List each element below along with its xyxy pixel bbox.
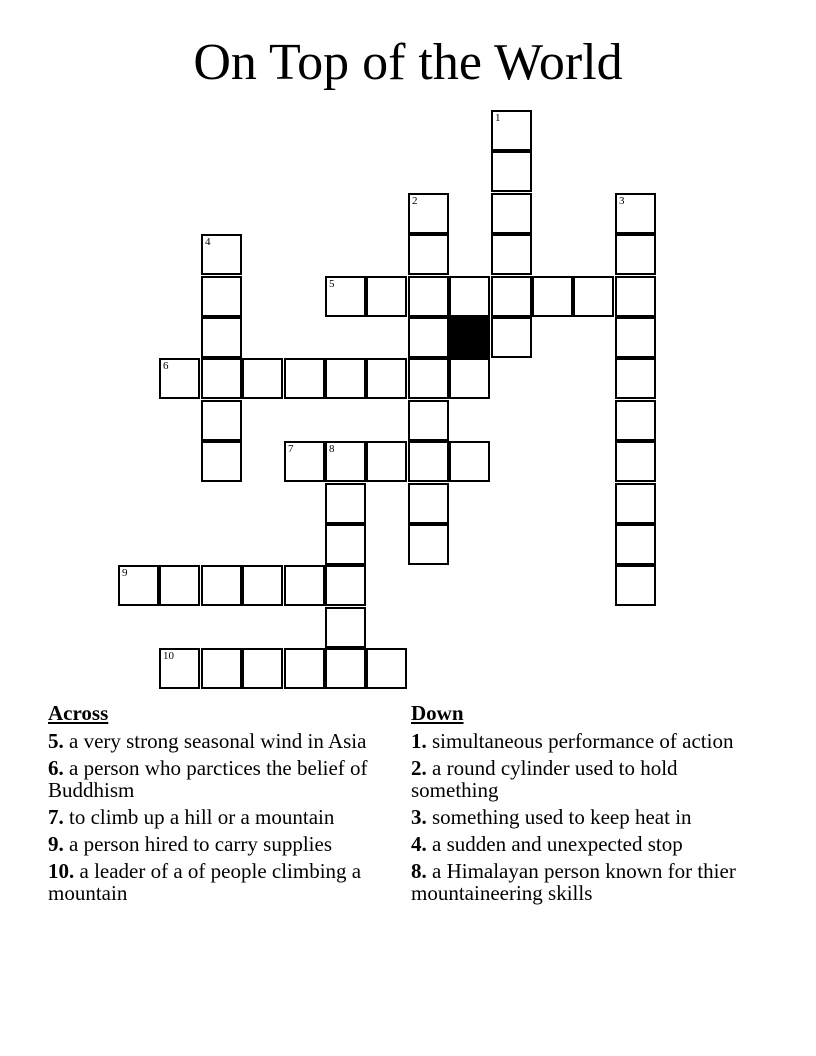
cell-number: 7 [288, 443, 294, 455]
grid-cell[interactable] [325, 648, 366, 689]
clue-text: a sudden and unexpected stop [432, 832, 683, 856]
clue-text: to climb up a hill or a mountain [69, 805, 335, 829]
grid-cell[interactable] [408, 276, 449, 317]
down-clue-1 [411, 730, 751, 752]
grid-cell[interactable] [449, 358, 490, 399]
grid-cell[interactable] [118, 565, 159, 606]
grid-cell[interactable] [491, 110, 532, 151]
grid-cell[interactable] [159, 358, 200, 399]
grid-cell[interactable] [201, 648, 242, 689]
grid-cell[interactable] [201, 234, 242, 275]
grid-cell[interactable] [532, 276, 573, 317]
grid-cell[interactable] [449, 276, 490, 317]
grid-cell[interactable] [284, 565, 325, 606]
across-clue-6 [48, 757, 388, 801]
grid-cell[interactable] [284, 441, 325, 482]
grid-cell[interactable] [615, 234, 656, 275]
clue-number: 3. [411, 805, 427, 829]
page-title: On Top of the World [193, 34, 623, 91]
grid-cell[interactable] [408, 358, 449, 399]
clue-text: a person who parctices the belief of Buddhism [48, 756, 368, 802]
across-clue-7 [48, 806, 388, 828]
clue-number: 10. [48, 859, 75, 883]
grid-cell[interactable] [325, 441, 366, 482]
grid-cell[interactable] [201, 317, 242, 358]
grid-cell[interactable] [325, 524, 366, 565]
grid-cell[interactable] [242, 648, 283, 689]
cell-number: 9 [122, 567, 128, 579]
grid-cell[interactable] [615, 483, 656, 524]
clue-number: 4. [411, 832, 427, 856]
clue-number: 9. [48, 832, 64, 856]
grid-cell[interactable] [408, 317, 449, 358]
clue-number: 8. [411, 859, 427, 883]
grid-cell[interactable] [408, 441, 449, 482]
grid-cell[interactable] [325, 607, 366, 648]
grid-cell[interactable] [325, 565, 366, 606]
down-clues [411, 702, 751, 909]
cell-number: 10 [163, 650, 174, 662]
down-heading: Down [411, 701, 464, 725]
across-heading: Across [48, 701, 109, 725]
across-clue-10 [48, 860, 388, 904]
grid-cell[interactable] [615, 358, 656, 399]
clue-number: 2. [411, 756, 427, 780]
grid-cell[interactable] [408, 524, 449, 565]
grid-cell[interactable] [366, 358, 407, 399]
cell-number: 3 [619, 195, 625, 207]
grid-cell[interactable] [408, 400, 449, 441]
grid-cell[interactable] [491, 151, 532, 192]
grid-cell[interactable] [615, 565, 656, 606]
grid-cell[interactable] [242, 565, 283, 606]
grid-cell[interactable] [408, 234, 449, 275]
down-clue-8 [411, 860, 751, 904]
grid-cell[interactable] [201, 400, 242, 441]
black-cell [449, 317, 490, 358]
grid-cell[interactable] [491, 276, 532, 317]
grid-cell[interactable] [159, 565, 200, 606]
clue-text: a round cylinder used to hold something [411, 756, 678, 802]
grid-cell[interactable] [366, 276, 407, 317]
cell-number: 5 [329, 278, 335, 290]
cell-number: 8 [329, 443, 335, 455]
clue-text: a Himalayan person known for thier mountaineering skills [411, 859, 736, 905]
grid-cell[interactable] [491, 317, 532, 358]
across-clue-5 [48, 730, 388, 752]
clue-text: a leader of a of people climbing a mountain [48, 859, 362, 905]
grid-cell[interactable] [615, 524, 656, 565]
grid-cell[interactable] [408, 193, 449, 234]
across-clue-9 [48, 833, 388, 855]
clue-number: 6. [48, 756, 64, 780]
grid-cell[interactable] [201, 358, 242, 399]
grid-cell[interactable] [366, 441, 407, 482]
grid-cell[interactable] [201, 441, 242, 482]
cell-number: 2 [412, 195, 418, 207]
clue-text: a very strong seasonal wind in Asia [69, 729, 367, 753]
grid-cell[interactable] [615, 400, 656, 441]
clue-text: a person hired to carry supplies [69, 832, 333, 856]
grid-cell[interactable] [201, 276, 242, 317]
clue-text: simultaneous performance of action [432, 729, 734, 753]
grid-cell[interactable] [201, 565, 242, 606]
grid-cell[interactable] [325, 483, 366, 524]
clue-number: 7. [48, 805, 64, 829]
grid-cell[interactable] [573, 276, 614, 317]
grid-cell[interactable] [325, 276, 366, 317]
grid-cell[interactable] [159, 648, 200, 689]
clue-number: 5. [48, 729, 64, 753]
down-clue-2 [411, 757, 751, 801]
clue-number: 1. [411, 729, 427, 753]
grid-cell[interactable] [615, 317, 656, 358]
down-clue-4 [411, 833, 751, 855]
grid-cell[interactable] [284, 358, 325, 399]
down-clue-3 [411, 806, 751, 828]
grid-cell[interactable] [284, 648, 325, 689]
grid-cell[interactable] [615, 276, 656, 317]
grid-cell[interactable] [491, 234, 532, 275]
across-clues [48, 702, 388, 909]
grid-cell[interactable] [408, 483, 449, 524]
grid-cell[interactable] [242, 358, 283, 399]
grid-cell[interactable] [366, 648, 407, 689]
cell-number: 1 [495, 112, 501, 124]
cell-number: 4 [205, 236, 211, 248]
clue-text: something used to keep heat in [432, 805, 692, 829]
grid-cell[interactable] [491, 193, 532, 234]
cell-number: 6 [163, 360, 169, 372]
grid-cell[interactable] [449, 441, 490, 482]
grid-cell[interactable] [615, 441, 656, 482]
grid-cell[interactable] [615, 193, 656, 234]
grid-cell[interactable] [325, 358, 366, 399]
